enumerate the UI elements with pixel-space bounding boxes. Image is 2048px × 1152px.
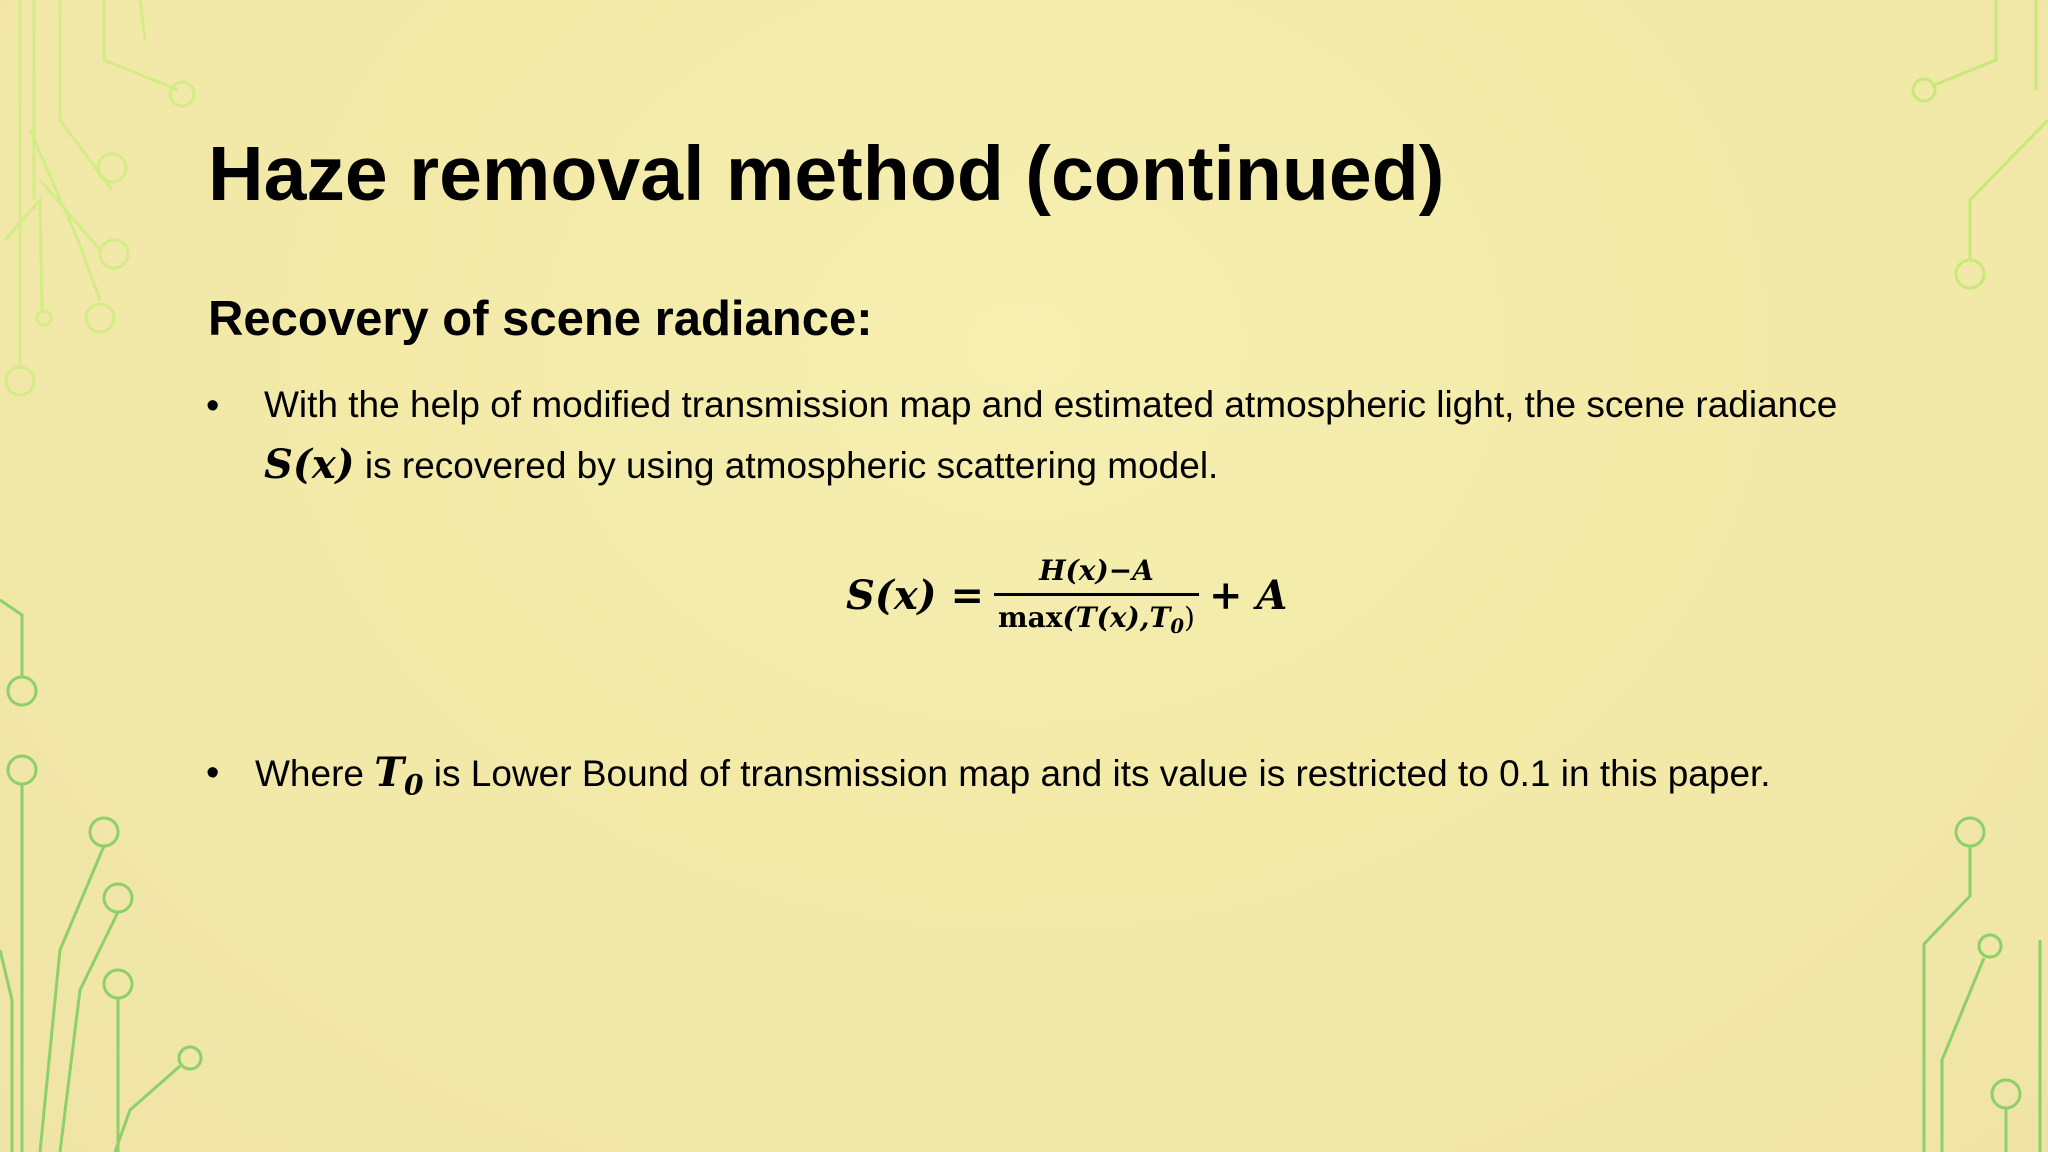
bullet-dot-icon: • <box>206 385 220 427</box>
slide-title: Haze removal method (continued) <box>208 131 1445 217</box>
bullet-2-rest: is Lower Bound of transmission map and its value is restricted to 0.1 in this paper. <box>423 753 1771 794</box>
denominator-close: ) <box>1184 600 1195 634</box>
math-t: T <box>374 749 405 796</box>
denominator-sub: 0 <box>1170 614 1184 638</box>
denominator-func: max <box>998 600 1063 634</box>
bullet-2-prefix: Where <box>255 753 375 794</box>
equation-fraction <box>994 553 1199 638</box>
scene-radiance-equation <box>846 545 1287 645</box>
equation-rhs: + A <box>1208 571 1288 619</box>
equation-lhs: S(x) = <box>846 571 985 619</box>
bullet-2-text <box>255 744 1771 803</box>
bullet-1-line-2 <box>264 436 1218 495</box>
math-s-of-x: S(x) <box>264 441 355 488</box>
slide-subtitle: Recovery of scene radiance: <box>208 292 873 346</box>
bullet-dot-icon: • <box>206 752 220 794</box>
bullet-1-line-2-text: is recovered by using atmospheric scattering model. <box>354 445 1219 486</box>
equation-numerator: H(x)−A <box>1039 553 1154 587</box>
denominator-args: (T(x),T <box>1062 600 1171 634</box>
math-t-sub: 0 <box>404 768 424 802</box>
equation-denominator <box>994 596 1199 638</box>
bullet-1-line-1: With the help of modified transmission map and estimated atmospheric light, the scene radiance <box>264 384 1838 425</box>
